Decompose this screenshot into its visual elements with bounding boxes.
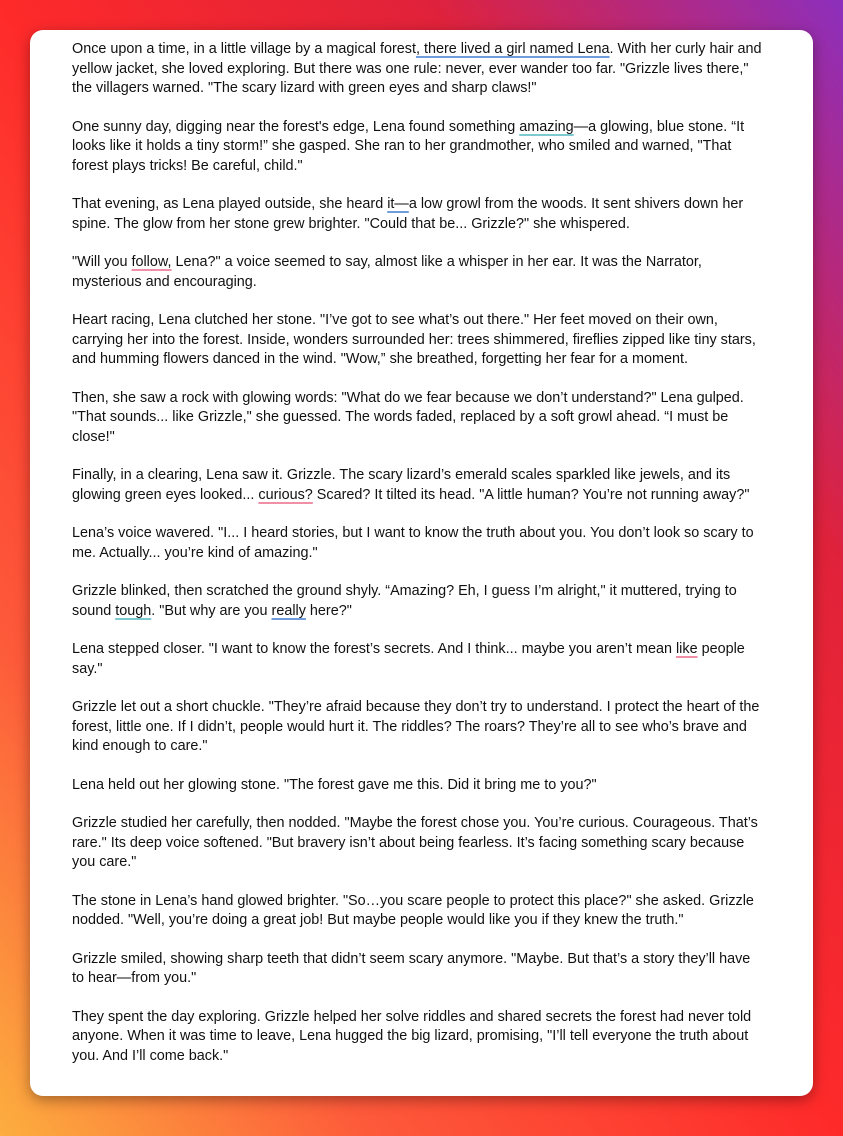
paragraph-12: Lena held out her glowing stone. "The forest gave me this. Did it bring me to you?" bbox=[72, 776, 597, 793]
paragraph-5: Heart racing, Lena clutched her stone. "I’ve got to see what’s out there." Her feet moved on their own, carrying her into the forest. Inside, wonders surrounded her: trees shimmered, fireflies zipped like tiny stars, and humming flowers danced in the wind. "Wow,” she breathed, forgetting her fear for a moment. bbox=[72, 312, 756, 367]
text-run: Finally, in a clearing, Lena saw it. Grizzle. The scary lizard’s emerald scales sparkled like jewels, and its glowing green eyes looked... bbox=[72, 467, 731, 503]
highlighted-word[interactable]: really bbox=[271, 602, 306, 619]
highlighted-word[interactable]: it— bbox=[387, 196, 409, 212]
highlighted-word[interactable]: follow, bbox=[131, 254, 172, 270]
text-run: people say." bbox=[72, 641, 745, 677]
text-run: —a glowing, blue stone. “It looks like it holds a tiny storm!” she gasped. She ran to her grandmother, who smiled and warned, "That forest plays tricks! Be careful, child." bbox=[72, 118, 745, 174]
paragraph-1 bbox=[72, 40, 762, 99]
text-run: . "But why are you bbox=[151, 602, 272, 619]
text-run: "Will you bbox=[72, 254, 132, 270]
highlighted-phrase[interactable]: , there lived a girl named Lena bbox=[415, 41, 610, 57]
story-text bbox=[72, 40, 762, 1085]
paragraph-9 bbox=[72, 582, 762, 621]
text-run: Once upon a time, in a little village by a magical forest bbox=[72, 41, 416, 57]
paragraph-13: Grizzle studied her carefully, then nodded. "Maybe the forest chose you. You’re curious. Courageous. That’s rare." Its deep voice softened. "But bravery isn’t about being fearless. It’s facing something scary because you care." bbox=[72, 815, 758, 870]
highlighted-word[interactable]: like bbox=[675, 641, 698, 657]
text-run: . With her curly hair and yellow jacket, she loved exploring. But there was one rule: never, ever wander too far. "Grizzle lives there," the villagers warned. "The scary lizard with green eyes and sharp claws!" bbox=[72, 41, 762, 96]
paragraph-8: Lena’s voice wavered. "I... I heard stories, but I want to know the truth about you. You don’t look so scary to me. Actually... you’re kind of amazing." bbox=[72, 525, 754, 561]
paragraph-14: The stone in Lena’s hand glowed brighter. "So…you scare people to protect this place?" she asked. Grizzle nodded. "Well, you’re doing a great job! But maybe people would like you if they knew the truth." bbox=[72, 892, 754, 928]
paragraph-16: They spent the day exploring. Grizzle helped her solve riddles and shared secrets the forest had never told anyone. When it was time to leave, Lena hugged the big lizard, promising, "I’ll tell everyone the truth about you. And I’ll come back." bbox=[72, 1008, 752, 1064]
text-run: a low growl from the woods. It sent shivers down her spine. The glow from her stone grew brighter. "Could that be... Grizzle?" she whispered. bbox=[72, 196, 744, 232]
paragraph-11: Grizzle let out a short chuckle. "They’re afraid because they don’t try to understand. I protect the heart of the forest, little one. If I didn’t, people would hurt it. The riddles? The roars? They’re all to see who’s brave and kind enough to care." bbox=[72, 699, 760, 754]
document-page bbox=[30, 30, 813, 1096]
text-run: Lena?" a voice seemed to say, almost like a whisper in her ear. It was the Narrator, mysterious and encouraging. bbox=[72, 254, 702, 290]
paragraph-6: Then, she saw a rock with glowing words: "What do we fear because we don’t understand?" Lena gulped. "That sounds... like Grizzle," she guessed. The words faded, replaced by a soft growl ahead. “I must be close!" bbox=[72, 389, 744, 445]
paragraph-10 bbox=[72, 640, 762, 679]
text-run: That evening, as Lena played outside, she heard bbox=[72, 196, 388, 212]
highlighted-word[interactable]: amazing bbox=[519, 118, 574, 135]
paragraph-2 bbox=[72, 118, 762, 177]
text-run: here?" bbox=[305, 602, 352, 619]
paragraph-15: Grizzle smiled, showing sharp teeth that didn’t seem scary anymore. "Maybe. But that’s a story they’ll have to hear—from you." bbox=[72, 950, 751, 986]
paragraph-4 bbox=[72, 253, 762, 292]
highlighted-word[interactable]: tough bbox=[115, 602, 152, 619]
text-run: Grizzle blinked, then scratched the ground shyly. “Amazing? Eh, I guess I’m alright," it muttered, trying to sound bbox=[72, 583, 737, 619]
text-run: Scared? It tilted its head. "A little human? You’re not running away?" bbox=[312, 486, 750, 503]
highlighted-word[interactable]: curious? bbox=[258, 486, 313, 503]
paragraph-7 bbox=[72, 466, 762, 505]
text-run: Lena stepped closer. "I want to know the forest’s secrets. And I think... maybe you aren’t mean bbox=[72, 641, 676, 657]
text-run: One sunny day, digging near the forest's edge, Lena found something bbox=[72, 118, 520, 135]
paragraph-3 bbox=[72, 195, 762, 234]
